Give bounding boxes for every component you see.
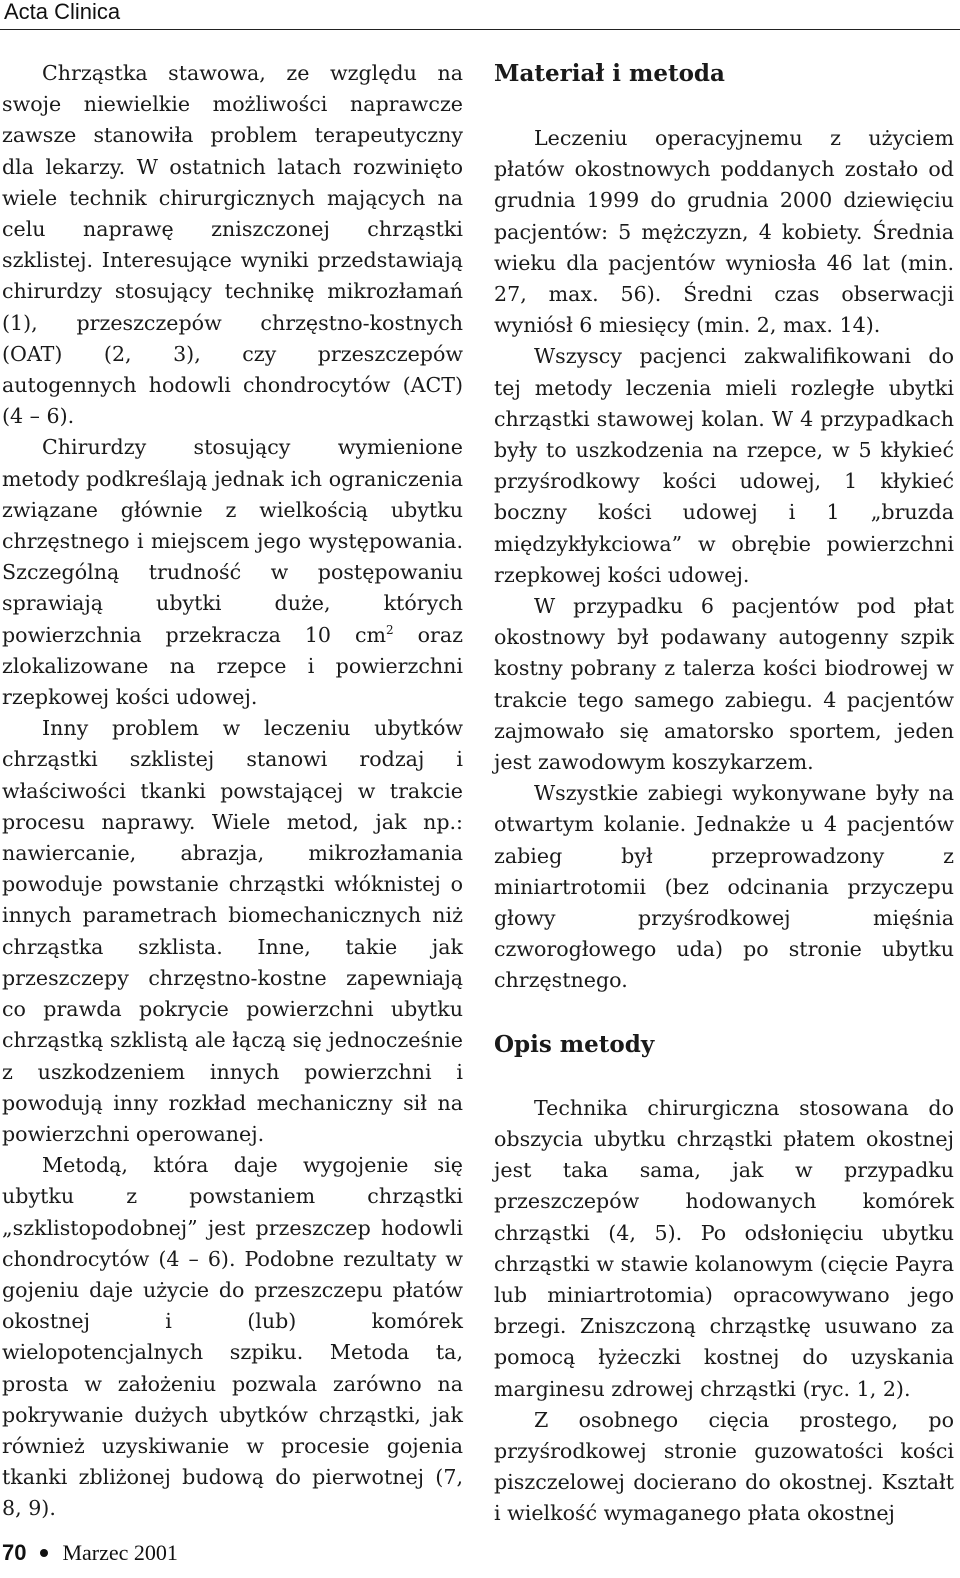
paragraph: Wszyscy pacjenci zakwalifikowani do tej metody leczenia mieli rozległe ubytki chrząstki stawowej kolan. W 4 przypadkach były to uszkodzenia na rzepce, w 5 kłykieć przyśrodkowy kości udowej, 1 kłykieć boczny kości udowej i 1 „bruzda międzykłykciowa” w obrębie powierzchni rzepkowej kości udowej. [494, 344, 954, 587]
paragraph: Wszystkie zabiegi wykonywane były na otwartym kolanie. Jednakże u 4 pacjentów zabieg był przeprowadzony z miniartrotomii (bez odcinania przyczepu głowy przyśrodkowej mięśnia czworogłowego uda) po stronie ubytku chrzęstnego. [494, 781, 954, 993]
paragraph: W przypadku 6 pacjentów pod płat okostnowy był podawany autogenny szpik kostny pobrany z talerza kości biodrowej w trakcie tego samego zabiegu. 4 pacjentów zajmowało się amatorsko sportem, jeden jest zawodowym koszykarzem. [494, 594, 954, 775]
page-footer [2, 1540, 178, 1566]
left-column [2, 58, 463, 1525]
paragraph-text: Chirurdzy stosujący wymienione metody podkreślają jednak ich ograniczenia związane głównie z wielkością ubytku chrzęstnego i miejscem jego występowania. Szczególną trudność w postępowaniu sprawiają ubytki duże, których powierzchnia przekracza 10 cm [2, 435, 463, 647]
paragraph: Chrząstka stawowa, ze względu na swoje niewielkie możliwości naprawcze zawsze stanowiła problem terapeutyczny dla lekarzy. W ostatnich latach rozwinięto wiele technik chirurgicznych mających na celu naprawę zniszczonej chrząstki szklistej. Interesujące wyniki przedstawiają chirurdzy stosujący technikę mikrozłamań (1), przeszczepów chrzęstno-kostnych (OAT) (2, 3), czy przeszczepów autogennych hodowli chondrocytów (ACT) (4 – 6). [2, 61, 463, 429]
paragraph: Leczeniu operacyjnemu z użyciem płatów okostnowych poddanych zostało od grudnia 1999 do grudnia 2000 dziewięciu pacjentów: 5 mężczyzn, 4 kobiety. Średnia wieku dla pacjentów wyniosła 46 lat (min. 27, max. 56). Średni czas obserwacji wyniósł 6 miesięcy (min. 2, max. 14). [494, 126, 954, 338]
section-title: Materiał i metoda [494, 60, 725, 87]
paragraph: Z osobnego cięcia prostego, po przyśrodkowej stronie guzowatości kości piszczelowej docierano do okostnej. Kształt i wielkość wymaganego płata okostnej [494, 1407, 954, 1526]
section-title: Opis metody [494, 1030, 655, 1058]
superscript: 2 [386, 622, 394, 637]
bullet-icon [40, 1549, 48, 1557]
paragraph-text: oraz zlokalizowane na rzepce i powierzchni rzepkowej kości udowej. [2, 622, 463, 710]
paragraph: Metodą, która daje wygojenie się ubytku z powstaniem chrząstki „szklistopodobnej” jest przeszczep hodowli chondrocytów (4 – 6). Podobne rezultaty w gojeniu daje użycie do przeszczepu płatów okostnej i (lub) komórek wielopotencjalnych szpiku. Metoda ta, prosta w założeniu pozwala zarówno na pokrywanie dużych ubytków chrząstki, jak również uzyskiwanie w procesie gojenia tkanki zbliżonej budową do pierwotnej (7, 8, 9). [2, 1153, 463, 1521]
paragraph: Technika chirurgiczna stosowana do obszycia ubytku chrząstki płatem okostnej jest taka sama, jak w przypadku przeszczepów hodowanych komórek chrząstki (4, 5). Po odsłonięciu ubytku chrząstki w stawie kolanowym (cięcie Payra lub miniartrotomia) opracowywano jego brzegi. Zniszczoną chrząstkę usuwano za pomocą łyżeczki kostnej do uzyskania marginesu zdrowej chrząstki (ryc. 1, 2). [494, 1095, 954, 1401]
issue-date: Marzec 2001 [62, 1540, 178, 1565]
paragraph [2, 432, 463, 713]
page-number: 70 [2, 1540, 27, 1565]
header-rule [0, 29, 960, 30]
running-head: Acta Clinica [4, 0, 121, 24]
right-column [494, 58, 954, 1530]
paragraph: Inny problem w leczeniu ubytków chrząstki szklistej stanowi rodzaj i właściwości tkanki powstającej w trakcie procesu naprawy. Wiele metod, jak np.: nawiercanie, abrazja, mikrozłamania powoduje powstanie chrząstki włóknistej o innych parametrach biomechanicznych niż chrząstka szklista. Inne, takie jak przeszczepy chrzęstno-kostne zapewniają co prawda pokrycie powierzchni ubytku chrząstką szklistą ale łączą się jednocześnie z uszkodzeniem innych powierzchni i powodują inny rozkład mechaniczny sił na powierzchni operowanej. [2, 716, 463, 1146]
